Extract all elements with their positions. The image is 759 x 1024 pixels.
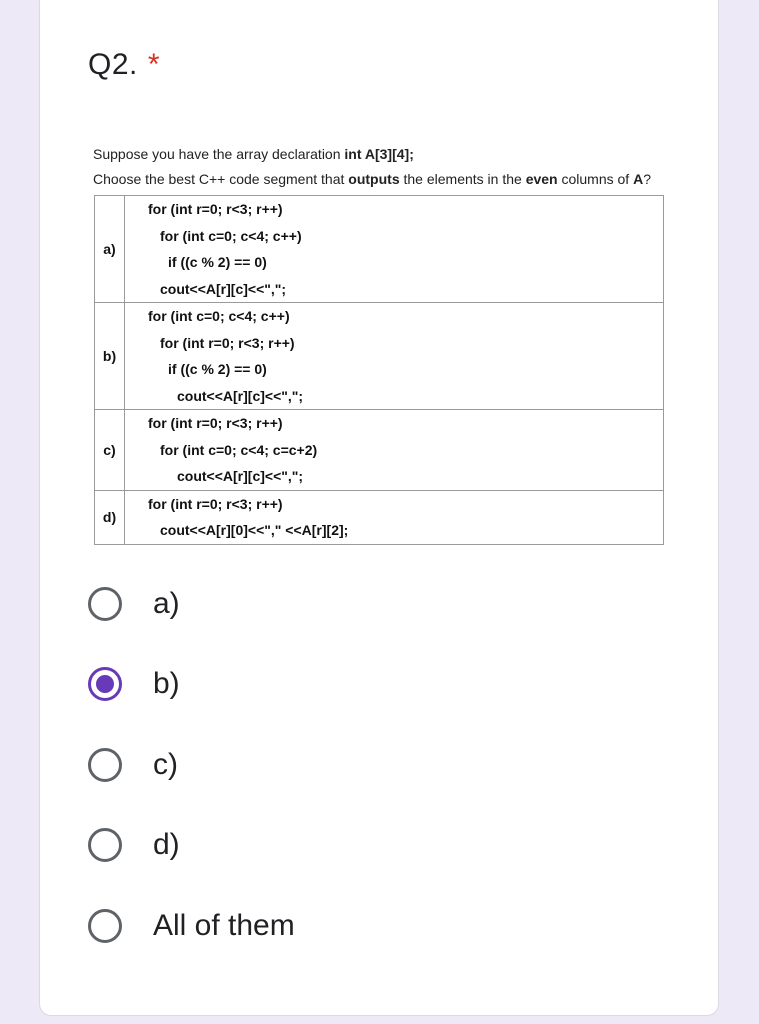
- table-row: [95, 490, 664, 544]
- code-line: for (int r=0; r<3; r++): [148, 201, 283, 217]
- text-part: columns of: [557, 171, 634, 187]
- text-bold-part: A: [633, 171, 644, 187]
- question-text-plain: Suppose you have the array declaration: [93, 146, 345, 162]
- option-a[interactable]: [88, 584, 180, 624]
- radio-checked-icon[interactable]: [88, 667, 122, 701]
- text-bold-part: even: [525, 171, 558, 187]
- option-d[interactable]: [88, 825, 180, 865]
- code-line: cout<<A[r][c]<<",";: [177, 387, 304, 404]
- radio-dot: [96, 675, 114, 693]
- radio-unchecked-icon[interactable]: [88, 828, 122, 862]
- code-line: for (int c=0; c<4; c++): [160, 227, 302, 244]
- option-all-of-them[interactable]: [88, 906, 295, 946]
- radio-unchecked-icon[interactable]: [88, 748, 122, 782]
- text-bold-part: outputs: [348, 171, 400, 187]
- code-line: for (int r=0; r<3; r++): [160, 334, 295, 351]
- code-line: if ((c % 2) == 0): [168, 254, 267, 270]
- code-cell: [125, 490, 664, 544]
- option-c[interactable]: [88, 745, 178, 785]
- question-title: [88, 48, 160, 82]
- table-row: [95, 410, 664, 491]
- code-line: cout<<A[r][c]<<",";: [160, 280, 287, 297]
- code-line: cout<<A[r][0]<<"," <<A[r][2];: [160, 522, 349, 538]
- radio-unchecked-icon[interactable]: [88, 909, 122, 943]
- question-text-line1: [93, 146, 414, 162]
- code-cell: [125, 303, 664, 410]
- text-part: ?: [643, 171, 652, 187]
- option-label[interactable]: b): [153, 667, 180, 700]
- code-cell: [125, 410, 664, 491]
- option-label[interactable]: All of them: [153, 909, 295, 942]
- text-part: the elements in the: [399, 171, 526, 187]
- row-label: b): [95, 303, 125, 410]
- table-row: [95, 303, 664, 410]
- radio-unchecked-icon[interactable]: [88, 587, 122, 621]
- option-label[interactable]: c): [153, 748, 178, 781]
- code-line: cout<<A[r][c]<<",";: [177, 468, 304, 484]
- row-label: a): [95, 196, 125, 303]
- code-line: for (int c=0; c<4; c++): [148, 308, 290, 324]
- question-text-bold: int A[3][4];: [344, 146, 414, 162]
- row-label: d): [95, 490, 125, 544]
- code-line: if ((c % 2) == 0): [168, 361, 267, 377]
- code-line: for (int r=0; r<3; r++): [148, 495, 283, 512]
- question-text-line2: [93, 171, 651, 187]
- option-b[interactable]: [88, 664, 180, 704]
- option-label[interactable]: d): [153, 828, 180, 861]
- code-cell: [125, 196, 664, 303]
- code-line: for (int c=0; c<4; c=c+2): [160, 441, 318, 458]
- text-part: Choose the best C++ code segment that: [93, 171, 349, 187]
- table-row: [95, 196, 664, 303]
- required-asterisk: *: [147, 48, 161, 81]
- code-options-table: [94, 195, 664, 545]
- row-label: c): [95, 410, 125, 491]
- question-number: Q2.: [88, 48, 138, 81]
- code-line: for (int r=0; r<3; r++): [148, 415, 283, 431]
- option-label[interactable]: a): [153, 587, 180, 620]
